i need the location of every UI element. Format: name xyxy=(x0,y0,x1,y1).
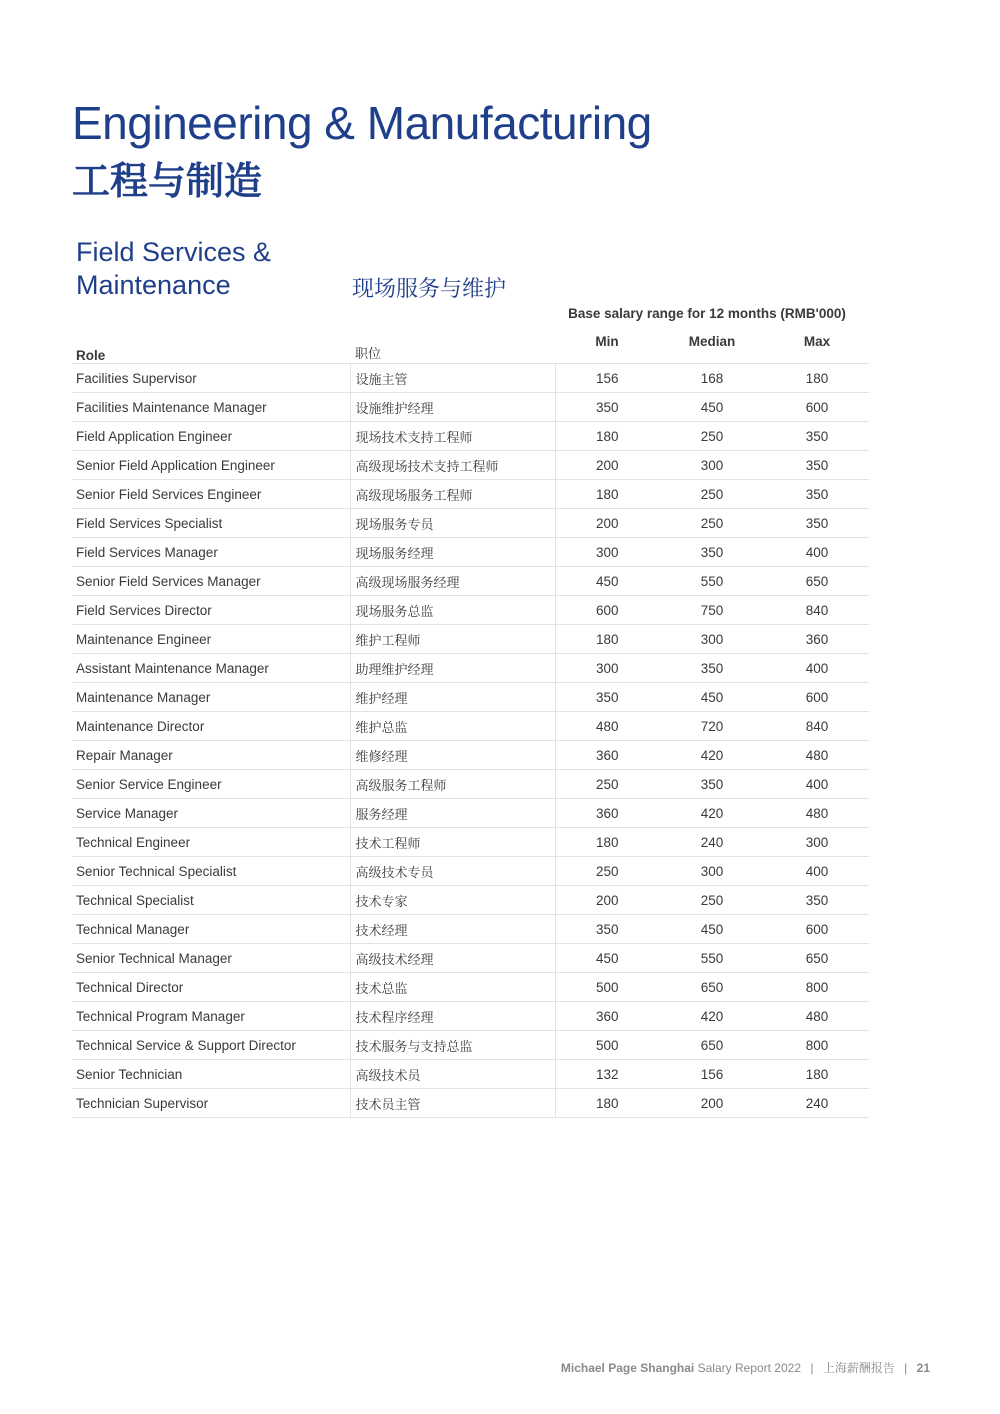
cell-max: 600 xyxy=(765,683,869,712)
cell-role: Service Manager xyxy=(72,799,350,828)
cell-min: 300 xyxy=(555,654,659,683)
table-row xyxy=(72,567,869,596)
cell-role-chinese: 技术服务与支持总监 xyxy=(350,1031,555,1060)
cell-role: Facilities Supervisor xyxy=(72,364,350,393)
page-title-chinese: 工程与制造 xyxy=(72,159,263,203)
cell-max: 800 xyxy=(765,973,869,1002)
table-row xyxy=(72,741,869,770)
cell-role-chinese: 高级现场服务经理 xyxy=(350,567,555,596)
cell-median: 300 xyxy=(659,857,765,886)
table-row xyxy=(72,625,869,654)
cell-median: 350 xyxy=(659,538,765,567)
cell-max: 650 xyxy=(765,944,869,973)
cell-min: 180 xyxy=(555,480,659,509)
header-max: Max xyxy=(765,328,869,364)
cell-median: 420 xyxy=(659,799,765,828)
cell-median: 550 xyxy=(659,567,765,596)
table-row xyxy=(72,944,869,973)
cell-min: 500 xyxy=(555,1031,659,1060)
cell-role-chinese: 高级技术专员 xyxy=(350,857,555,886)
cell-median: 650 xyxy=(659,973,765,1002)
cell-median: 750 xyxy=(659,596,765,625)
cell-median: 650 xyxy=(659,1031,765,1060)
cell-role: Technical Service & Support Director xyxy=(72,1031,350,1060)
cell-min: 180 xyxy=(555,625,659,654)
table-row xyxy=(72,480,869,509)
cell-min: 450 xyxy=(555,567,659,596)
section-title-line-2: Maintenance xyxy=(76,270,231,300)
cell-median: 156 xyxy=(659,1060,765,1089)
cell-max: 180 xyxy=(765,1060,869,1089)
cell-min: 200 xyxy=(555,886,659,915)
cell-max: 350 xyxy=(765,886,869,915)
table-row xyxy=(72,1060,869,1089)
cell-median: 550 xyxy=(659,944,765,973)
cell-role: Technical Engineer xyxy=(72,828,350,857)
cell-max: 400 xyxy=(765,770,869,799)
cell-role: Repair Manager xyxy=(72,741,350,770)
cell-max: 350 xyxy=(765,422,869,451)
cell-max: 180 xyxy=(765,364,869,393)
table-row xyxy=(72,1031,869,1060)
cell-median: 168 xyxy=(659,364,765,393)
cell-min: 250 xyxy=(555,770,659,799)
cell-max: 650 xyxy=(765,567,869,596)
cell-role: Field Services Manager xyxy=(72,538,350,567)
cell-max: 360 xyxy=(765,625,869,654)
table-body xyxy=(72,364,869,1118)
cell-min: 480 xyxy=(555,712,659,741)
footer-separator: | xyxy=(810,1361,814,1375)
cell-max: 400 xyxy=(765,538,869,567)
cell-median: 240 xyxy=(659,828,765,857)
cell-median: 250 xyxy=(659,422,765,451)
cell-role-chinese: 设施主管 xyxy=(350,364,555,393)
cell-min: 156 xyxy=(555,364,659,393)
table-row xyxy=(72,712,869,741)
cell-median: 250 xyxy=(659,509,765,538)
cell-max: 840 xyxy=(765,596,869,625)
cell-role: Facilities Maintenance Manager xyxy=(72,393,350,422)
cell-median: 450 xyxy=(659,393,765,422)
cell-max: 240 xyxy=(765,1089,869,1118)
cell-role-chinese: 技术工程师 xyxy=(350,828,555,857)
cell-role: Field Services Director xyxy=(72,596,350,625)
cell-min: 350 xyxy=(555,915,659,944)
cell-max: 600 xyxy=(765,915,869,944)
cell-min: 132 xyxy=(555,1060,659,1089)
cell-role-chinese: 维修经理 xyxy=(350,741,555,770)
cell-max: 480 xyxy=(765,799,869,828)
cell-max: 350 xyxy=(765,480,869,509)
cell-median: 200 xyxy=(659,1089,765,1118)
cell-median: 720 xyxy=(659,712,765,741)
cell-min: 360 xyxy=(555,799,659,828)
cell-max: 840 xyxy=(765,712,869,741)
cell-min: 300 xyxy=(555,538,659,567)
cell-max: 800 xyxy=(765,1031,869,1060)
cell-role: Maintenance Director xyxy=(72,712,350,741)
table-row xyxy=(72,538,869,567)
salary-table xyxy=(72,328,869,1118)
cell-min: 180 xyxy=(555,1089,659,1118)
cell-max: 480 xyxy=(765,741,869,770)
section-title xyxy=(76,236,336,302)
cell-role-chinese: 现场服务总监 xyxy=(350,596,555,625)
table-row xyxy=(72,886,869,915)
cell-role: Field Application Engineer xyxy=(72,422,350,451)
salary-range-label: Base salary range for 12 months (RMB'000) xyxy=(568,306,846,321)
table-row xyxy=(72,393,869,422)
cell-role-chinese: 技术总监 xyxy=(350,973,555,1002)
cell-role: Maintenance Manager xyxy=(72,683,350,712)
cell-role-chinese: 现场服务专员 xyxy=(350,509,555,538)
cell-role: Maintenance Engineer xyxy=(72,625,350,654)
cell-role: Technician Supervisor xyxy=(72,1089,350,1118)
cell-median: 250 xyxy=(659,480,765,509)
section-title-line-1: Field Services & xyxy=(76,237,272,267)
cell-max: 300 xyxy=(765,828,869,857)
header-role: Role xyxy=(72,328,350,364)
cell-role-chinese: 高级服务工程师 xyxy=(350,770,555,799)
cell-median: 300 xyxy=(659,625,765,654)
cell-min: 180 xyxy=(555,422,659,451)
cell-min: 180 xyxy=(555,828,659,857)
table-row xyxy=(72,828,869,857)
cell-max: 400 xyxy=(765,857,869,886)
cell-role: Senior Technical Specialist xyxy=(72,857,350,886)
cell-role: Senior Field Application Engineer xyxy=(72,451,350,480)
cell-median: 420 xyxy=(659,741,765,770)
cell-role-chinese: 设施维护经理 xyxy=(350,393,555,422)
cell-min: 500 xyxy=(555,973,659,1002)
table-row xyxy=(72,1089,869,1118)
cell-min: 360 xyxy=(555,1002,659,1031)
table-row xyxy=(72,654,869,683)
footer-report: Salary Report 2022 xyxy=(697,1361,801,1375)
cell-role: Senior Field Services Engineer xyxy=(72,480,350,509)
cell-role-chinese: 技术专家 xyxy=(350,886,555,915)
table-row xyxy=(72,770,869,799)
cell-min: 250 xyxy=(555,857,659,886)
cell-role: Senior Field Services Manager xyxy=(72,567,350,596)
table-row xyxy=(72,857,869,886)
cell-median: 450 xyxy=(659,915,765,944)
table-row xyxy=(72,596,869,625)
cell-role-chinese: 高级现场技术支持工程师 xyxy=(350,451,555,480)
cell-role: Senior Service Engineer xyxy=(72,770,350,799)
cell-role-chinese: 高级技术经理 xyxy=(350,944,555,973)
cell-role-chinese: 技术经理 xyxy=(350,915,555,944)
cell-median: 350 xyxy=(659,654,765,683)
section-title-chinese: 现场服务与维护 xyxy=(352,277,507,302)
cell-role-chinese: 维护经理 xyxy=(350,683,555,712)
table-row xyxy=(72,799,869,828)
cell-role-chinese: 技术员主管 xyxy=(350,1089,555,1118)
cell-min: 200 xyxy=(555,509,659,538)
cell-role: Technical Director xyxy=(72,973,350,1002)
footer-report-chinese: 上海薪酬报告 xyxy=(822,1361,895,1375)
cell-max: 480 xyxy=(765,1002,869,1031)
cell-role-chinese: 现场服务经理 xyxy=(350,538,555,567)
cell-min: 360 xyxy=(555,741,659,770)
cell-min: 350 xyxy=(555,683,659,712)
header-role-chinese: 职位 xyxy=(350,328,555,364)
table-row xyxy=(72,915,869,944)
cell-min: 600 xyxy=(555,596,659,625)
cell-role: Field Services Specialist xyxy=(72,509,350,538)
cell-max: 600 xyxy=(765,393,869,422)
cell-role: Senior Technical Manager xyxy=(72,944,350,973)
cell-median: 350 xyxy=(659,770,765,799)
table-row xyxy=(72,422,869,451)
cell-median: 420 xyxy=(659,1002,765,1031)
page-title: Engineering & Manufacturing xyxy=(72,97,652,149)
footer-brand: Michael Page Shanghai xyxy=(560,1361,695,1375)
table-row xyxy=(72,1002,869,1031)
cell-min: 200 xyxy=(555,451,659,480)
cell-role: Senior Technician xyxy=(72,1060,350,1089)
header-min: Min xyxy=(555,328,659,364)
table-row xyxy=(72,451,869,480)
cell-min: 450 xyxy=(555,944,659,973)
cell-role-chinese: 高级现场服务工程师 xyxy=(350,480,555,509)
cell-median: 450 xyxy=(659,683,765,712)
page-footer xyxy=(561,1359,930,1376)
cell-role: Technical Manager xyxy=(72,915,350,944)
cell-role-chinese: 高级技术员 xyxy=(350,1060,555,1089)
page-number: 21 xyxy=(916,1361,930,1375)
table-row xyxy=(72,973,869,1002)
header-median: Median xyxy=(659,328,765,364)
cell-max: 350 xyxy=(765,509,869,538)
cell-role: Technical Specialist xyxy=(72,886,350,915)
table-header-row xyxy=(72,328,869,364)
cell-median: 300 xyxy=(659,451,765,480)
cell-median: 250 xyxy=(659,886,765,915)
cell-role-chinese: 现场技术支持工程师 xyxy=(350,422,555,451)
cell-role: Technical Program Manager xyxy=(72,1002,350,1031)
cell-role-chinese: 服务经理 xyxy=(350,799,555,828)
cell-role-chinese: 助理维护经理 xyxy=(350,654,555,683)
table-row xyxy=(72,683,869,712)
cell-max: 400 xyxy=(765,654,869,683)
cell-max: 350 xyxy=(765,451,869,480)
table-row xyxy=(72,509,869,538)
cell-role-chinese: 技术程序经理 xyxy=(350,1002,555,1031)
cell-min: 350 xyxy=(555,393,659,422)
cell-role-chinese: 维护工程师 xyxy=(350,625,555,654)
table-row xyxy=(72,364,869,393)
cell-role-chinese: 维护总监 xyxy=(350,712,555,741)
cell-role: Assistant Maintenance Manager xyxy=(72,654,350,683)
footer-separator: | xyxy=(904,1361,908,1375)
